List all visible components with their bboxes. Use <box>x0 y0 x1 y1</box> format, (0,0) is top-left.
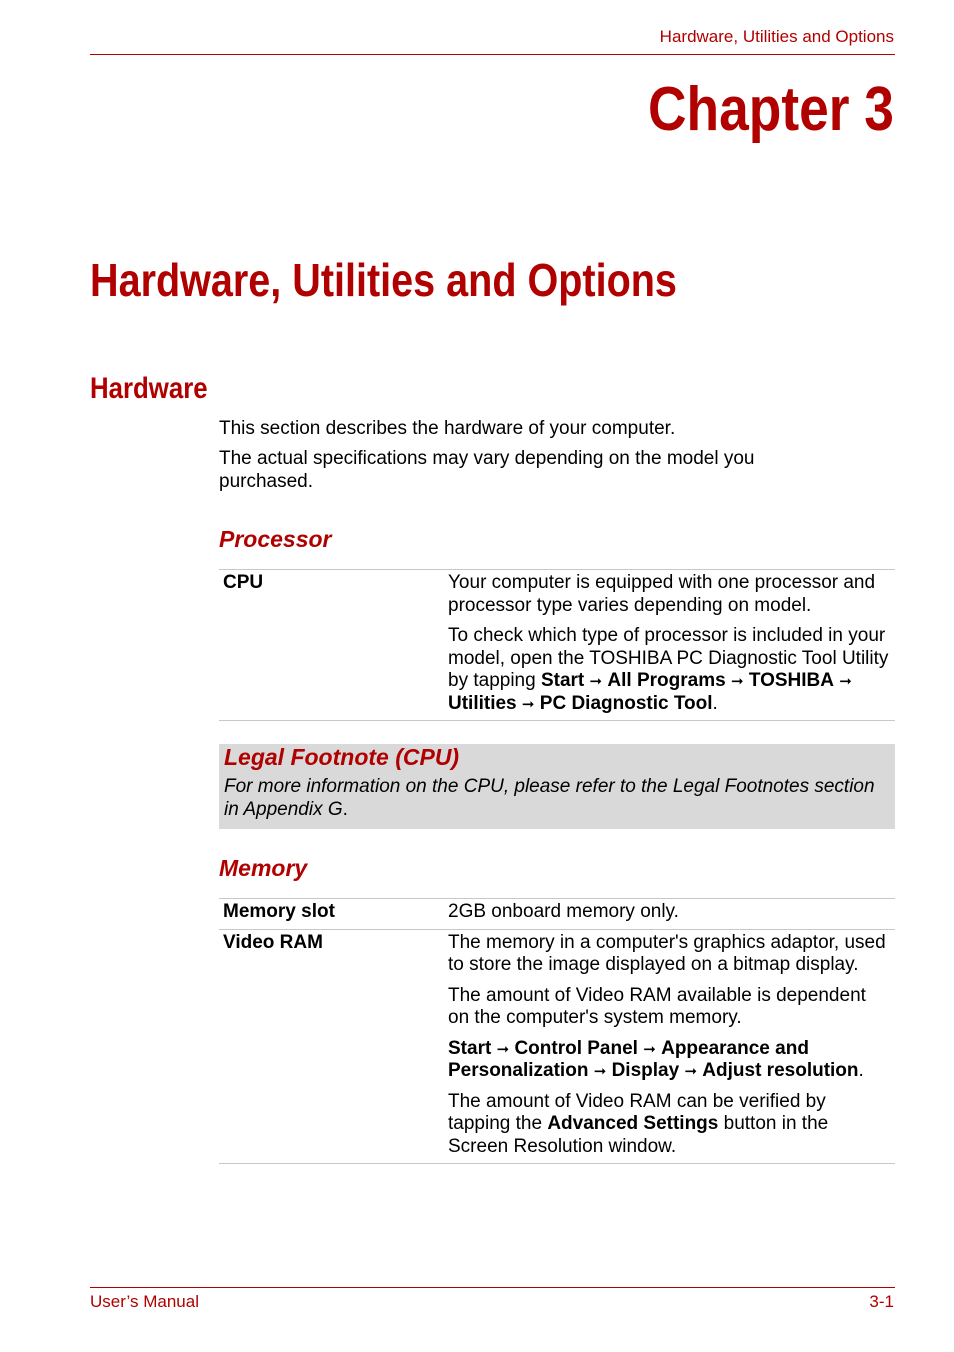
hardware-intro-2: The actual specifications may vary depending on the model you purchased. <box>219 448 755 492</box>
right-arrow-icon: ➞ <box>684 1062 698 1080</box>
right-arrow-icon: ➞ <box>730 672 744 690</box>
path-step: Start <box>540 670 585 691</box>
path-step: TOSHIBA <box>748 670 834 691</box>
cpu-desc-2-suffix: . <box>712 692 718 714</box>
table-row <box>219 899 895 930</box>
path-step: All Programs <box>607 670 726 691</box>
footnote-text-main: For more information on the CPU, please refer to the Legal Footnotes section in Appendix G <box>224 776 875 820</box>
path-step: Control Panel <box>514 1037 638 1059</box>
footer-page-number: 3-1 <box>869 1292 894 1311</box>
path-step: Appearance and Personalization <box>448 1037 809 1081</box>
right-arrow-icon: ➞ <box>839 672 852 690</box>
table-term: CPU <box>223 572 264 593</box>
table-row <box>219 570 895 721</box>
processor-table <box>219 569 895 721</box>
path-step: Start <box>448 1037 492 1059</box>
vram-desc-4-bold: Advanced Settings <box>547 1113 719 1134</box>
vram-desc-1: The memory in a computer's graphics adaptor, used to store the image displayed on a bitmap display. <box>448 931 886 975</box>
table-description <box>444 929 895 1164</box>
footnote-text-end: . <box>342 799 348 820</box>
path-step: Adjust resolution <box>702 1060 859 1081</box>
right-arrow-icon: ➞ <box>496 1039 510 1058</box>
vram-path-suffix: . <box>858 1060 864 1081</box>
right-arrow-icon: ➞ <box>589 672 603 690</box>
path-step: Display <box>611 1060 680 1081</box>
header-rule <box>90 54 895 55</box>
footnote-text <box>224 775 890 821</box>
right-arrow-icon: ➞ <box>593 1062 607 1080</box>
table-term: Video RAM <box>223 931 323 953</box>
table-term: Memory slot <box>223 901 335 922</box>
right-arrow-icon: ➞ <box>643 1039 656 1058</box>
vram-desc-4-prefix: The amount of Video RAM can be verified by tapping the <box>448 1090 826 1134</box>
vram-desc-4-suffix: button in the Screen Resolution window. <box>448 1113 829 1157</box>
running-header: Hardware, Utilities and Options <box>659 27 894 46</box>
cpu-desc-1: Your computer is equipped with one processor and processor type varies depending on model. <box>448 572 876 616</box>
footer-manual-name: User’s Manual <box>90 1292 199 1311</box>
processor-heading: Processor <box>219 526 332 552</box>
legal-footnote-box <box>219 744 895 829</box>
memory-slot-desc: 2GB onboard memory only. <box>448 901 679 922</box>
hardware-intro-1: This section describes the hardware of your computer. <box>219 418 676 439</box>
table-description <box>444 899 895 930</box>
cpu-desc-2 <box>448 625 891 715</box>
memory-heading: Memory <box>219 855 308 881</box>
cpu-desc-2-prefix: To check which type of processor is included in your model, open the TOSHIBA PC Diagnostic Tool Utility by tapping <box>448 625 889 691</box>
memory-table <box>219 898 895 1164</box>
right-arrow-icon: ➞ <box>521 694 535 713</box>
footnote-title: Legal Footnote (CPU) <box>224 744 460 770</box>
vram-desc-4 <box>448 1091 891 1159</box>
footer-rule <box>90 1287 895 1288</box>
path-step: PC Diagnostic Tool <box>539 692 713 714</box>
hardware-heading: Hardware <box>90 372 208 405</box>
path-step: Utilities <box>448 692 517 714</box>
table-description <box>444 570 895 721</box>
vram-path <box>448 1038 891 1083</box>
section-title: Hardware, Utilities and Options <box>90 254 677 306</box>
vram-desc-2: The amount of Video RAM available is dependent on the computer's system memory. <box>448 984 866 1028</box>
table-row <box>219 929 895 1164</box>
chapter-title: Chapter 3 <box>648 75 894 144</box>
